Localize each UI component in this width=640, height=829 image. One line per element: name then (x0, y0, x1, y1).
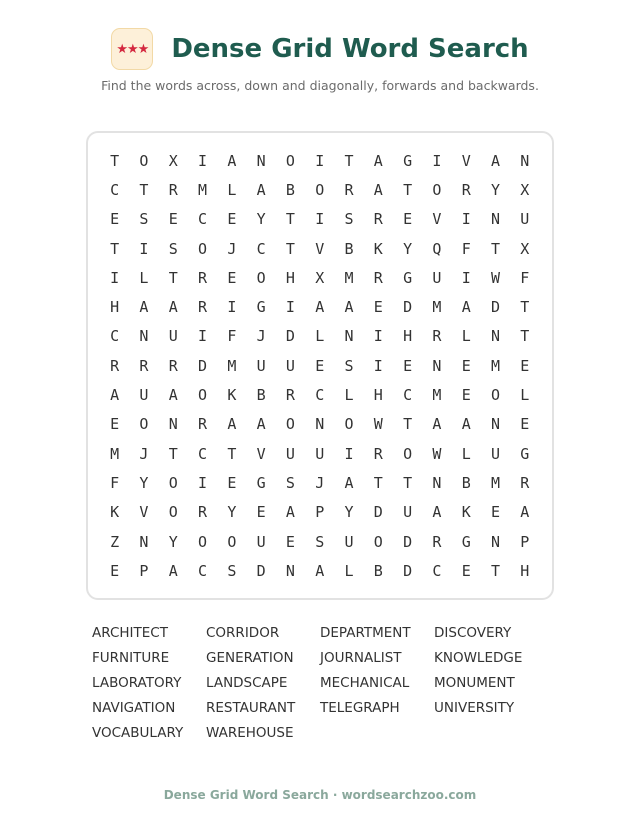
grid-cell[interactable]: S (344, 210, 354, 229)
grid-cell[interactable]: E (168, 210, 178, 229)
grid-cell[interactable]: B (256, 386, 266, 405)
grid-cell[interactable]: L (139, 268, 149, 287)
grid-cell[interactable]: M (110, 444, 120, 463)
grid-cell[interactable]: N (520, 151, 530, 170)
grid-cell[interactable]: O (139, 151, 149, 170)
grid-cell[interactable]: C (198, 444, 208, 463)
grid-cell[interactable]: A (285, 503, 295, 522)
grid-cell[interactable]: T (403, 473, 413, 492)
grid-cell[interactable]: T (168, 268, 178, 287)
grid-cell[interactable]: F (110, 473, 120, 492)
grid-cell[interactable]: O (285, 151, 295, 170)
grid-cell[interactable]: R (373, 210, 383, 229)
grid-cell[interactable]: A (461, 415, 471, 434)
grid-cell[interactable]: B (344, 239, 354, 258)
grid-cell[interactable]: C (256, 239, 266, 258)
three-stars-icon (111, 28, 153, 70)
grid-cell[interactable]: T (490, 239, 501, 258)
grid-cell[interactable]: L (461, 444, 471, 463)
grid-cell[interactable]: I (461, 268, 471, 287)
grid-cell[interactable]: E (461, 561, 471, 580)
stars-glyph: ★★★ (116, 41, 149, 57)
grid-cell[interactable]: D (490, 298, 501, 317)
grid-cell[interactable]: U (344, 532, 354, 551)
grid-cell[interactable]: T (490, 561, 501, 580)
grid-cell[interactable]: Q (432, 239, 442, 258)
grid-cell[interactable]: R (461, 180, 471, 199)
grid-cell[interactable]: Z (110, 532, 120, 551)
grid-cell[interactable]: O (198, 532, 208, 551)
grid-cell[interactable]: O (139, 415, 149, 434)
grid-cell[interactable]: C (315, 386, 325, 405)
grid-cell[interactable]: H (110, 298, 120, 317)
word-list-item: JOURNALIST (320, 650, 402, 666)
grid-cell[interactable]: N (490, 210, 501, 229)
grid-cell[interactable]: I (315, 210, 325, 229)
word-list-item: VOCABULARY (92, 725, 184, 741)
grid-cell[interactable]: T (168, 444, 178, 463)
grid-cell[interactable]: A (139, 298, 149, 317)
grid-cell[interactable]: A (344, 473, 354, 492)
grid-cell[interactable]: V (256, 444, 266, 463)
grid-cell[interactable]: B (285, 180, 295, 199)
grid-cell[interactable]: O (344, 415, 354, 434)
grid-cell[interactable]: V (139, 503, 149, 522)
grid-cell[interactable]: V (432, 210, 442, 229)
grid-cell[interactable]: A (432, 415, 442, 434)
grid-cell[interactable]: R (285, 386, 295, 405)
grid-cell[interactable]: Y (139, 473, 149, 492)
grid-cell[interactable]: G (256, 298, 266, 317)
grid-cell[interactable]: X (168, 151, 178, 170)
grid-cell[interactable]: C (198, 561, 208, 580)
grid-cell[interactable]: H (285, 268, 295, 287)
grid-cell[interactable]: U (168, 327, 178, 346)
grid-cell[interactable]: V (315, 239, 325, 258)
grid-cell[interactable]: P (520, 532, 530, 551)
grid-cell[interactable]: A (256, 180, 266, 199)
grid-cell[interactable]: W (373, 415, 383, 434)
grid-cell[interactable]: N (315, 415, 325, 434)
grid-cell[interactable]: Y (256, 210, 266, 229)
grid-cell[interactable]: N (168, 415, 178, 434)
grid-cell[interactable]: H (520, 561, 530, 580)
grid-cell[interactable]: I (432, 151, 442, 170)
grid-cell[interactable]: A (227, 415, 237, 434)
grid-cell[interactable]: T (227, 444, 237, 463)
grid-cell[interactable]: U (256, 532, 266, 551)
grid-cell[interactable]: O (403, 444, 413, 463)
grid-cell[interactable]: U (315, 444, 325, 463)
grid-cell[interactable]: G (461, 532, 471, 551)
grid-cell[interactable]: L (227, 180, 237, 199)
grid-cell[interactable]: N (344, 327, 354, 346)
grid-cell[interactable]: I (139, 239, 149, 258)
grid-cell[interactable]: I (344, 444, 354, 463)
grid-cell[interactable]: R (110, 356, 120, 375)
grid-cell[interactable]: C (110, 180, 120, 199)
grid-cell[interactable]: E (315, 356, 325, 375)
grid-cell[interactable]: R (344, 180, 354, 199)
grid-cell[interactable]: A (227, 151, 237, 170)
grid-cell[interactable]: M (198, 180, 208, 199)
grid-cell[interactable]: N (490, 327, 501, 346)
grid-cell[interactable]: R (198, 268, 208, 287)
grid-cell[interactable]: K (461, 503, 471, 522)
grid-cell[interactable]: A (520, 503, 530, 522)
grid-cell[interactable]: N (139, 532, 149, 551)
grid-cell[interactable]: I (461, 210, 471, 229)
grid-cell[interactable]: K (110, 503, 120, 522)
word-list-item: UNIVERSITY (434, 700, 515, 716)
grid-cell[interactable]: D (198, 356, 208, 375)
grid-cell[interactable]: E (520, 356, 530, 375)
grid-cell[interactable]: A (110, 386, 120, 405)
grid-cell[interactable]: E (520, 415, 530, 434)
grid-cell[interactable]: T (139, 180, 149, 199)
grid-cell[interactable]: I (110, 268, 120, 287)
grid-cell[interactable]: I (198, 151, 208, 170)
grid-cell[interactable]: Y (490, 180, 501, 199)
grid-cell[interactable]: E (403, 356, 413, 375)
grid-cell[interactable]: I (373, 356, 383, 375)
page-title: Dense Grid Word Search (171, 34, 529, 64)
grid-cell[interactable]: S (315, 532, 325, 551)
grid-cell[interactable]: A (315, 298, 325, 317)
grid-cell[interactable]: S (344, 356, 354, 375)
grid-cell[interactable]: H (373, 386, 383, 405)
grid-cell[interactable]: B (461, 473, 471, 492)
footer: Dense Grid Word Search · wordsearchzoo.com (163, 788, 477, 802)
grid-cell[interactable]: J (139, 444, 149, 463)
grid-cell[interactable]: R (198, 503, 208, 522)
grid-cell[interactable]: E (373, 298, 383, 317)
instructions: Find the words across, down and diagonally, forwards and backwards. (101, 78, 539, 93)
grid-cell[interactable]: O (285, 415, 295, 434)
grid-cell[interactable]: O (373, 532, 383, 551)
grid-cell[interactable]: P (139, 561, 149, 580)
grid-cell[interactable]: A (461, 298, 471, 317)
grid-cell[interactable]: S (168, 239, 178, 258)
grid-cell[interactable]: R (139, 356, 149, 375)
grid-cell[interactable]: C (432, 561, 442, 580)
grid-cell[interactable]: T (110, 151, 120, 170)
word-list-item: MECHANICAL (320, 675, 410, 691)
grid-cell[interactable]: N (490, 415, 501, 434)
grid-cell[interactable]: U (432, 268, 442, 287)
grid-cell[interactable]: R (373, 268, 383, 287)
grid-cell[interactable]: A (168, 561, 178, 580)
grid-cell[interactable]: E (227, 210, 237, 229)
grid-cell[interactable]: T (520, 298, 530, 317)
grid-cell[interactable]: B (373, 561, 383, 580)
grid-cell[interactable]: O (198, 386, 208, 405)
grid-cell[interactable]: N (432, 356, 442, 375)
grid-cell[interactable]: U (520, 210, 530, 229)
header (0, 28, 640, 70)
grid-cell[interactable]: Y (344, 503, 354, 522)
grid-cell[interactable]: R (520, 473, 530, 492)
grid-cell[interactable]: X (315, 268, 325, 287)
grid-cell[interactable]: D (285, 327, 295, 346)
grid-cell[interactable]: A (490, 151, 501, 170)
grid-cell[interactable]: M (432, 386, 442, 405)
grid-cell[interactable]: T (285, 239, 295, 258)
grid-cell[interactable]: C (198, 210, 208, 229)
grid-cell[interactable]: O (315, 180, 325, 199)
grid-cell[interactable]: F (520, 268, 530, 287)
grid-cell[interactable]: M (490, 356, 501, 375)
grid-cell[interactable]: U (403, 503, 413, 522)
grid-cell[interactable]: C (110, 327, 120, 346)
grid-cell[interactable]: G (256, 473, 266, 492)
grid-cell[interactable]: O (198, 239, 208, 258)
grid-cell[interactable]: A (168, 298, 178, 317)
grid-cell[interactable]: O (227, 532, 237, 551)
grid-cell[interactable]: T (403, 180, 413, 199)
grid-cell[interactable]: E (227, 473, 237, 492)
grid-cell[interactable]: A (432, 503, 442, 522)
word-list-item: DISCOVERY (434, 625, 512, 641)
word-list-item: LANDSCAPE (206, 675, 288, 691)
grid-cell[interactable]: G (403, 151, 413, 170)
grid-cell[interactable]: T (110, 239, 120, 258)
word-list-item: GENERATION (206, 650, 294, 666)
grid-cell[interactable]: D (373, 503, 383, 522)
grid-cell[interactable]: W (490, 268, 501, 287)
grid-cell[interactable]: G (520, 444, 530, 463)
grid-cell[interactable]: P (315, 503, 325, 522)
grid-cell[interactable]: Y (403, 239, 413, 258)
grid-cell[interactable]: S (139, 210, 149, 229)
grid-cell[interactable]: V (461, 151, 471, 170)
grid-cell[interactable]: E (403, 210, 413, 229)
grid-cell[interactable]: U (139, 386, 149, 405)
word-list-item: DEPARTMENT (320, 625, 411, 641)
word-list-item: RESTAURANT (206, 700, 296, 716)
grid-cell[interactable]: O (168, 473, 178, 492)
grid-cell[interactable]: R (432, 532, 442, 551)
grid-cell[interactable]: L (344, 561, 354, 580)
grid-cell[interactable]: M (227, 356, 237, 375)
grid-cell[interactable]: E (461, 356, 471, 375)
grid-cell[interactable]: L (344, 386, 354, 405)
grid-cell[interactable]: D (403, 298, 413, 317)
word-list-item: CORRIDOR (206, 625, 280, 641)
grid-cell[interactable]: L (461, 327, 471, 346)
grid-cell[interactable]: D (403, 532, 413, 551)
word-list-item: TELEGRAPH (320, 700, 400, 716)
grid-cell[interactable]: U (490, 444, 501, 463)
grid-cell[interactable]: I (285, 298, 295, 317)
grid-cell[interactable]: U (285, 356, 295, 375)
grid-cell[interactable]: Y (168, 532, 178, 551)
grid-cell[interactable]: T (373, 473, 383, 492)
grid-cell[interactable]: O (256, 268, 266, 287)
grid-cell[interactable]: W (432, 444, 442, 463)
grid-cell[interactable]: I (315, 151, 325, 170)
grid-cell[interactable]: M (344, 268, 354, 287)
grid-cell[interactable]: U (256, 356, 266, 375)
grid-cell[interactable]: E (110, 561, 120, 580)
grid-cell[interactable]: I (198, 473, 208, 492)
grid-cell[interactable]: N (256, 151, 266, 170)
grid-cell[interactable]: R (198, 298, 208, 317)
grid-cell[interactable]: L (520, 386, 530, 405)
grid-cell[interactable]: A (344, 298, 354, 317)
grid-cell[interactable]: R (432, 327, 442, 346)
word-list-item: MONUMENT (434, 675, 515, 691)
puzzle-grid (100, 146, 539, 585)
grid-cell[interactable]: K (373, 239, 383, 258)
grid-cell[interactable]: O (490, 386, 501, 405)
grid-cell[interactable]: I (373, 327, 383, 346)
grid-cell[interactable]: U (285, 444, 295, 463)
grid-cell[interactable]: N (285, 561, 295, 580)
grid-cell[interactable]: S (227, 561, 237, 580)
grid-cell[interactable]: M (490, 473, 501, 492)
grid-cell[interactable]: F (227, 327, 237, 346)
grid-cell[interactable]: K (227, 386, 237, 405)
grid-cell[interactable]: M (432, 298, 442, 317)
grid-cell[interactable]: T (403, 415, 413, 434)
grid-cell[interactable]: J (256, 327, 266, 346)
grid-cell[interactable]: E (490, 503, 501, 522)
grid-cell[interactable]: J (315, 473, 325, 492)
grid-cell[interactable]: E (256, 503, 266, 522)
grid-cell[interactable]: J (227, 239, 237, 258)
grid-cell[interactable]: T (344, 151, 354, 170)
word-list-item: FURNITURE (92, 650, 170, 666)
grid-cell[interactable]: R (198, 415, 208, 434)
grid-cell[interactable]: A (373, 180, 383, 199)
grid-cell[interactable]: O (168, 503, 178, 522)
word-list-item: ARCHITECT (92, 625, 168, 641)
grid-cell[interactable]: N (490, 532, 501, 551)
grid-cell[interactable]: A (256, 415, 266, 434)
grid-cell[interactable]: N (432, 473, 442, 492)
grid-cell[interactable]: G (403, 268, 413, 287)
grid-cell[interactable]: X (520, 180, 530, 199)
grid-cell[interactable]: E (110, 210, 120, 229)
grid-cell[interactable]: F (461, 239, 471, 258)
grid-cell[interactable]: T (520, 327, 530, 346)
word-list (92, 625, 562, 750)
grid-cell[interactable]: E (110, 415, 120, 434)
grid-cell[interactable]: L (315, 327, 325, 346)
grid-cell[interactable]: D (403, 561, 413, 580)
word-list-item: KNOWLEDGE (434, 650, 523, 666)
grid-cell[interactable]: Y (227, 503, 237, 522)
grid-cell[interactable]: A (373, 151, 383, 170)
word-list-item: WAREHOUSE (206, 725, 294, 741)
grid-cell[interactable]: I (198, 327, 208, 346)
grid-cell[interactable]: S (285, 473, 295, 492)
word-list-item: LABORATORY (92, 675, 182, 691)
grid-cell[interactable]: A (168, 386, 178, 405)
grid-cell[interactable]: I (227, 298, 237, 317)
grid-cell[interactable]: R (168, 356, 178, 375)
grid-cell[interactable]: R (373, 444, 383, 463)
grid-cell[interactable]: E (461, 386, 471, 405)
grid-cell[interactable]: C (403, 386, 413, 405)
grid-cell[interactable]: A (315, 561, 325, 580)
grid-cell[interactable]: E (285, 532, 295, 551)
grid-cell[interactable]: O (432, 180, 442, 199)
grid-cell[interactable]: T (285, 210, 295, 229)
grid-cell[interactable]: H (403, 327, 413, 346)
grid-cell[interactable]: E (227, 268, 237, 287)
word-list-item: NAVIGATION (92, 700, 176, 716)
grid-cell[interactable]: D (256, 561, 266, 580)
grid-cell[interactable]: R (168, 180, 178, 199)
grid-cell[interactable]: X (520, 239, 530, 258)
grid-cell[interactable]: N (139, 327, 149, 346)
